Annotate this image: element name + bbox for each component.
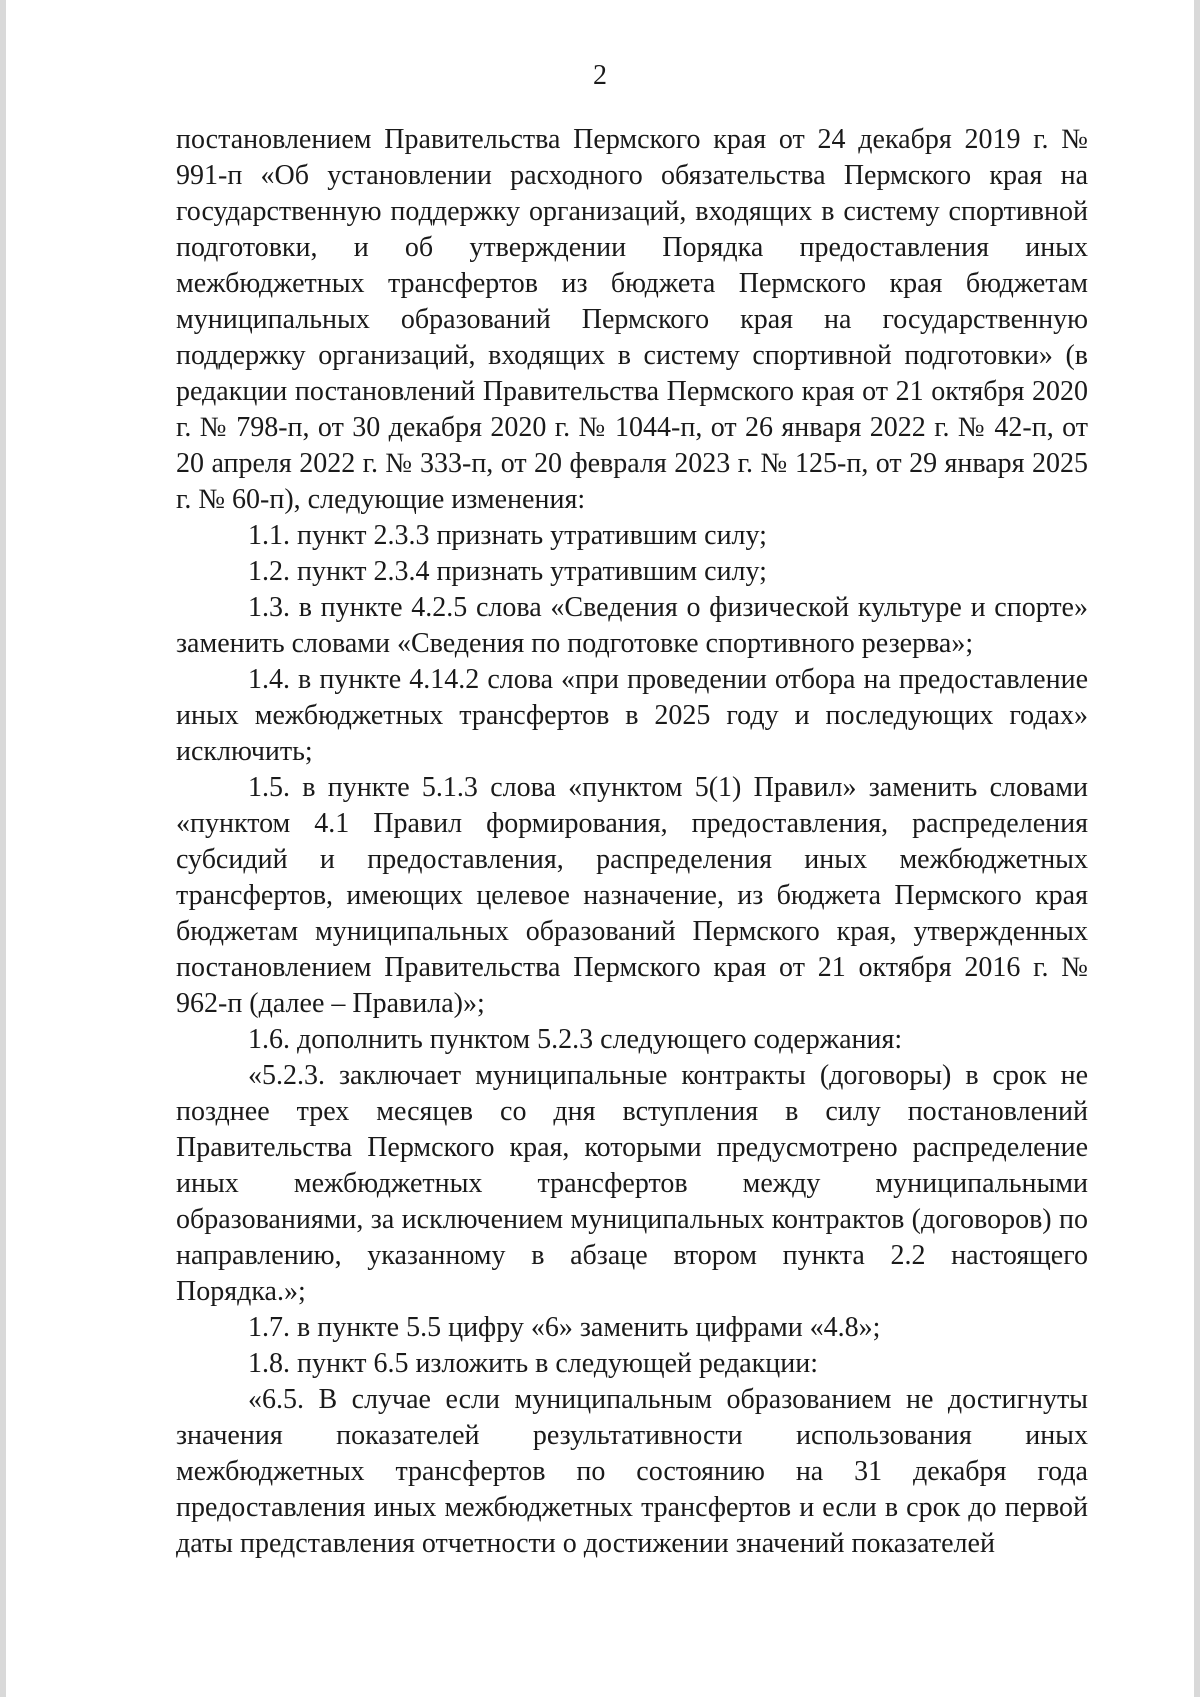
scan-edge-left — [0, 0, 6, 1697]
paragraph-1-6: 1.6. дополнить пунктом 5.2.3 следующего содержания: — [248, 1024, 903, 1055]
document-body — [176, 122, 1088, 1562]
paragraph-1-2: 1.2. пункт 2.3.4 признать утратившим силу; — [248, 556, 767, 587]
scan-edge-right — [1194, 0, 1200, 1697]
paragraph-intro: постановлением Правительства Пермского края от 24 декабря 2019 г. № 991-п «Об установлении расходного обязательства Пермского края на государственную поддержку организаций, входящих в систему спортивной подготовки, и об утверждении Порядка предоставления иных межбюджетных трансфертов из бюджета Пермского края бюджетам муниципальных образований Пермского края на государственную поддержку организаций, входящих в систему спортивной подготовки» (в редакции постановлений Правительства Пермского края от 21 октября 2020 г. № 798-п, от 30 декабря 2020 г. № 1044-п, от 26 января 2022 г. № 42-п, от 20 апреля 2022 г. № 333-п, от 20 февраля 2023 г. № 125-п, от 29 января 2025 г. № 60-п), следующие изменения: — [176, 124, 1088, 515]
paragraph-1-4: 1.4. в пункте 4.14.2 слова «при проведении отбора на предоставление иных межбюджетных трансфертов в 2025 году и последующих годах» исключить; — [176, 664, 1088, 767]
page-number: 2 — [593, 60, 607, 91]
paragraph-5-2-3-quote: «5.2.3. заключает муниципальные контракты (договоры) в срок не позднее трех месяцев со дня вступления в силу постановлений Правительства Пермского края, которыми предусмотрено распределение иных межбюджетных трансфертов между муниципальными образованиями, за исключением муниципальных контрактов (договоров) по направлению, указанному в абзаце втором пункта 2.2 настоящего Порядка.»; — [176, 1060, 1088, 1307]
paragraph-1-7: 1.7. в пункте 5.5 цифру «6» заменить цифрами «4.8»; — [248, 1312, 881, 1343]
paragraph-1-5: 1.5. в пункте 5.1.3 слова «пунктом 5(1) Правил» заменить словами «пунктом 4.1 Правил формирования, предоставления, распределения субсидий и предоставления, распределения иных межбюджетных трансфертов, имеющих целевое назначение, из бюджета Пермского края бюджетам муниципальных образований Пермского края, утвержденных постановлением Правительства Пермского края от 21 октября 2016 г. № 962-п (далее – Правила)»; — [176, 772, 1088, 1019]
paragraph-1-8: 1.8. пункт 6.5 изложить в следующей редакции: — [248, 1348, 818, 1379]
paragraph-6-5-quote: «6.5. В случае если муниципальным образованием не достигнуты значения показателей результативности использования иных межбюджетных трансфертов по состоянию на 31 декабря года предоставления иных межбюджетных трансфертов и если в срок до первой даты представления отчетности о достижении значений показателей — [176, 1384, 1088, 1559]
paragraph-1-1: 1.1. пункт 2.3.3 признать утратившим силу; — [248, 520, 767, 551]
paragraph-1-3: 1.3. в пункте 4.2.5 слова «Сведения о физической культуре и спорте» заменить словами «Сведения по подготовке спортивного резерва»; — [176, 592, 1088, 659]
